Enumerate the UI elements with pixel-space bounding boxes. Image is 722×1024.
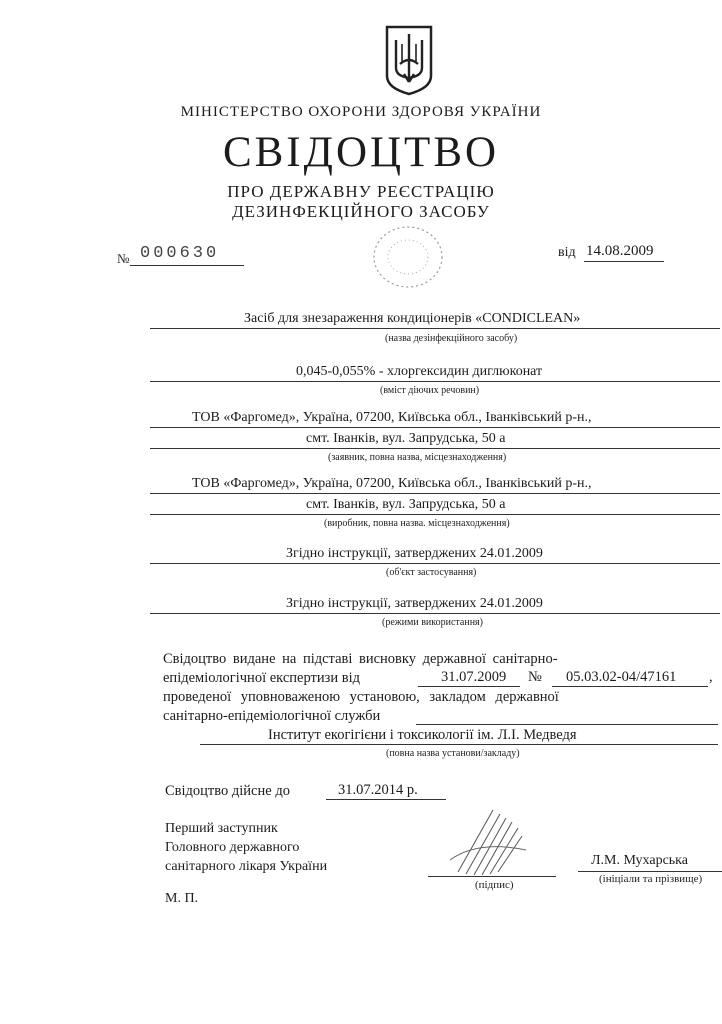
signatory-name-caption: (ініціали та прізвище) (599, 873, 703, 885)
signature-icon (438, 800, 538, 880)
expertise-number: 05.03.02-04/47161 (566, 669, 677, 685)
stamp-place: М. П. (165, 891, 199, 906)
application-object-caption: (об'єкт застосування) (386, 567, 477, 578)
validity-date: 31.07.2014 р. (338, 782, 418, 798)
basis-line-2: епідеміологічної експертизи від (163, 670, 360, 686)
disinfectant-name-caption: (назва дезінфекційного засобу) (385, 333, 518, 344)
active-substances-caption: (вміст діючих речовин) (380, 385, 480, 396)
document-title: СВІДОЦТВО (222, 129, 500, 176)
applicant-line-2: смт. Іванків, вул. Запрудська, 50 а (306, 431, 506, 446)
manufacturer-line-1: ТОВ «Фаргомед», Україна, 07200, Київська обл., Іванківський р-н., (192, 476, 592, 491)
date-label: від (558, 245, 576, 260)
manufacturer-caption: (виробник, повна назва. місцезнаходження) (324, 518, 510, 529)
institution-name: Інститут екогігієни і токсикології ім. Л.І. Медведя (268, 727, 577, 743)
application-object: Згідно інструкції, затверджених 24.01.2009 (286, 546, 543, 561)
number-prefix: № (117, 251, 130, 266)
certificate-number: 000630 (140, 244, 220, 263)
faint-stamp-icon (368, 222, 448, 292)
applicant-caption: (заявник, повна назва, місцезнаходження) (328, 452, 507, 463)
usage-modes: Згідно інструкції, затверджених 24.01.2009 (286, 596, 543, 611)
institution-caption: (повна назва установи/закладу) (386, 748, 520, 759)
manufacturer-line-2: смт. Іванків, вул. Запрудська, 50 а (306, 497, 506, 512)
expertise-date: 31.07.2009 (441, 669, 507, 685)
signatory-line-2: Головного державного (165, 840, 300, 855)
validity-label: Свідоцтво дійсне до (165, 783, 290, 799)
signature-caption: (підпис) (475, 879, 514, 891)
basis-comma: , (709, 669, 713, 685)
active-substances: 0,045-0,055% - хлоргексидин диглюконат (296, 364, 543, 379)
basis-line-3: проведеної уповноваженою установою, закладом державної (163, 689, 559, 705)
basis-line-1: Свідоцтво видане на підставі висновку державної санітарно- (163, 651, 558, 667)
subtitle-line-1: ПРО ДЕРЖАВНУ РЕЄСТРАЦІЮ (227, 182, 495, 201)
signatory-line-3: санітарного лікаря України (165, 859, 328, 874)
signatory-name: Л.М. Мухарська (591, 853, 688, 868)
ministry-name: МІНІСТЕРСТВО ОХОРОНИ ЗДОРОВЯ УКРАЇНИ (180, 104, 542, 120)
applicant-line-1: ТОВ «Фаргомед», Україна, 07200, Київська обл., Іванківський р-н., (192, 410, 592, 425)
basis-line-4: санітарно-епідеміологічної служби (163, 708, 381, 724)
signatory-line-1: Перший заступник (165, 821, 278, 836)
expertise-number-sign: № (528, 669, 542, 685)
coat-of-arms-icon (384, 24, 434, 96)
issue-date: 14.08.2009 (586, 243, 654, 259)
subtitle-line-2: ДЕЗИНФЕКЦІЙНОГО ЗАСОБУ (232, 202, 490, 221)
usage-modes-caption: (режими використання) (382, 617, 483, 628)
disinfectant-name: Засіб для знезараження кондиціонерів «CONDICLEAN» (244, 311, 581, 326)
